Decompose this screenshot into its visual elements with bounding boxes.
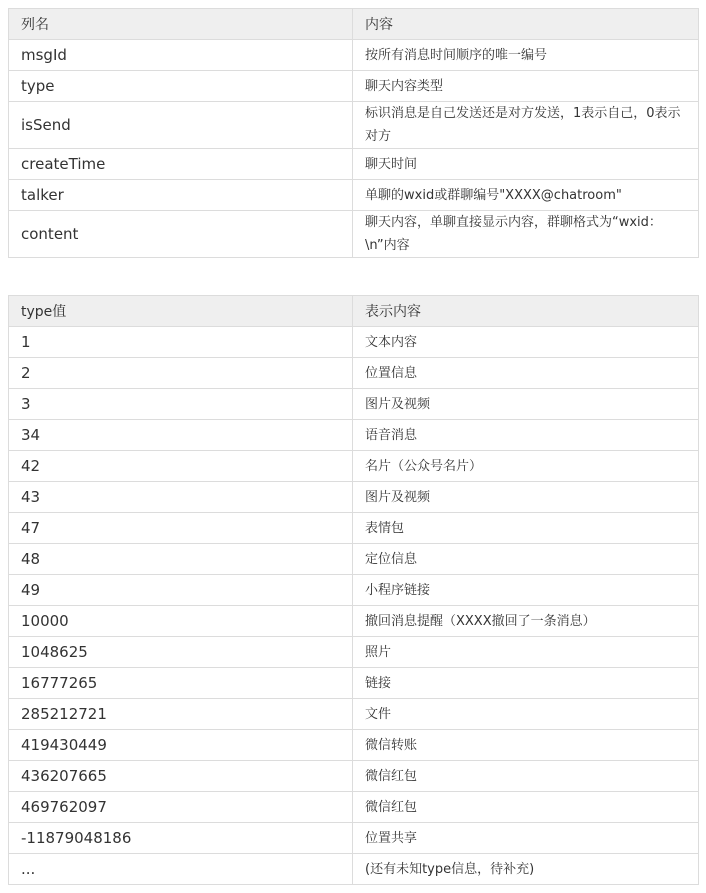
- field-name: type: [9, 71, 353, 102]
- table-row: [9, 102, 699, 149]
- table-row: [9, 149, 699, 180]
- field-name: createTime: [9, 149, 353, 180]
- table-row: [9, 575, 699, 606]
- type-value: 42: [9, 451, 353, 482]
- type-value: 469762097: [9, 792, 353, 823]
- type-desc: (还有未知type信息，待补充): [353, 854, 699, 885]
- table-row: [9, 792, 699, 823]
- type-desc: 语音消息: [353, 420, 699, 451]
- type-value: 419430449: [9, 730, 353, 761]
- table-row: [9, 180, 699, 211]
- types-header-type-value: type值: [9, 296, 353, 327]
- type-desc: 小程序链接: [353, 575, 699, 606]
- type-desc: 照片: [353, 637, 699, 668]
- field-desc: 聊天时间: [353, 149, 699, 180]
- table-row: [9, 730, 699, 761]
- type-value: 285212721: [9, 699, 353, 730]
- table-row: [9, 606, 699, 637]
- type-value: -11879048186: [9, 823, 353, 854]
- field-name: isSend: [9, 102, 353, 149]
- type-desc: 定位信息: [353, 544, 699, 575]
- table-row: [9, 211, 699, 258]
- table-row: [9, 358, 699, 389]
- type-desc: 微信红包: [353, 792, 699, 823]
- type-desc: 文本内容: [353, 327, 699, 358]
- type-desc: 图片及视频: [353, 389, 699, 420]
- table-row: [9, 637, 699, 668]
- table-row: [9, 668, 699, 699]
- type-desc: 表情包: [353, 513, 699, 544]
- field-name: content: [9, 211, 353, 258]
- type-value: 2: [9, 358, 353, 389]
- field-desc: 聊天内容类型: [353, 71, 699, 102]
- type-desc: 撤回消息提醒（XXXX撤回了一条消息）: [353, 606, 699, 637]
- table-row: [9, 389, 699, 420]
- type-value: 1: [9, 327, 353, 358]
- type-desc: 微信转账: [353, 730, 699, 761]
- type-desc: 位置共享: [353, 823, 699, 854]
- table-row: [9, 420, 699, 451]
- field-desc: 标识消息是自己发送还是对方发送，1表示自己，0表示对方: [353, 102, 699, 149]
- type-value: 3: [9, 389, 353, 420]
- type-desc: 微信红包: [353, 761, 699, 792]
- type-value: 1048625: [9, 637, 353, 668]
- type-value: 10000: [9, 606, 353, 637]
- field-desc: 单聊的wxid或群聊编号"XXXX@chatroom": [353, 180, 699, 211]
- table-row: [9, 699, 699, 730]
- type-value: 47: [9, 513, 353, 544]
- table-row: [9, 513, 699, 544]
- type-desc: 链接: [353, 668, 699, 699]
- table-row: [9, 761, 699, 792]
- table-row: [9, 327, 699, 358]
- table-row: [9, 544, 699, 575]
- table-row: [9, 482, 699, 513]
- types-table: [8, 295, 699, 885]
- type-desc: 名片（公众号名片）: [353, 451, 699, 482]
- field-name: talker: [9, 180, 353, 211]
- table-row: [9, 451, 699, 482]
- type-value: 48: [9, 544, 353, 575]
- type-value: 43: [9, 482, 353, 513]
- table-row: [9, 823, 699, 854]
- table-row: [9, 71, 699, 102]
- field-desc: 按所有消息时间顺序的唯一编号: [353, 40, 699, 71]
- type-value: 436207665: [9, 761, 353, 792]
- fields-table: [8, 8, 699, 258]
- fields-table-header-row: [9, 9, 699, 40]
- type-value: 34: [9, 420, 353, 451]
- table-row: [9, 854, 699, 885]
- type-desc: 文件: [353, 699, 699, 730]
- fields-header-column-name: 列名: [9, 9, 353, 40]
- field-name: msgId: [9, 40, 353, 71]
- table-row: [9, 40, 699, 71]
- type-value: 16777265: [9, 668, 353, 699]
- field-desc: 聊天内容，单聊直接显示内容，群聊格式为“wxid：\n”内容: [353, 211, 699, 258]
- type-value: 49: [9, 575, 353, 606]
- types-header-meaning: 表示内容: [353, 296, 699, 327]
- types-table-header-row: [9, 296, 699, 327]
- type-value: ...: [9, 854, 353, 885]
- type-desc: 位置信息: [353, 358, 699, 389]
- type-desc: 图片及视频: [353, 482, 699, 513]
- fields-header-content: 内容: [353, 9, 699, 40]
